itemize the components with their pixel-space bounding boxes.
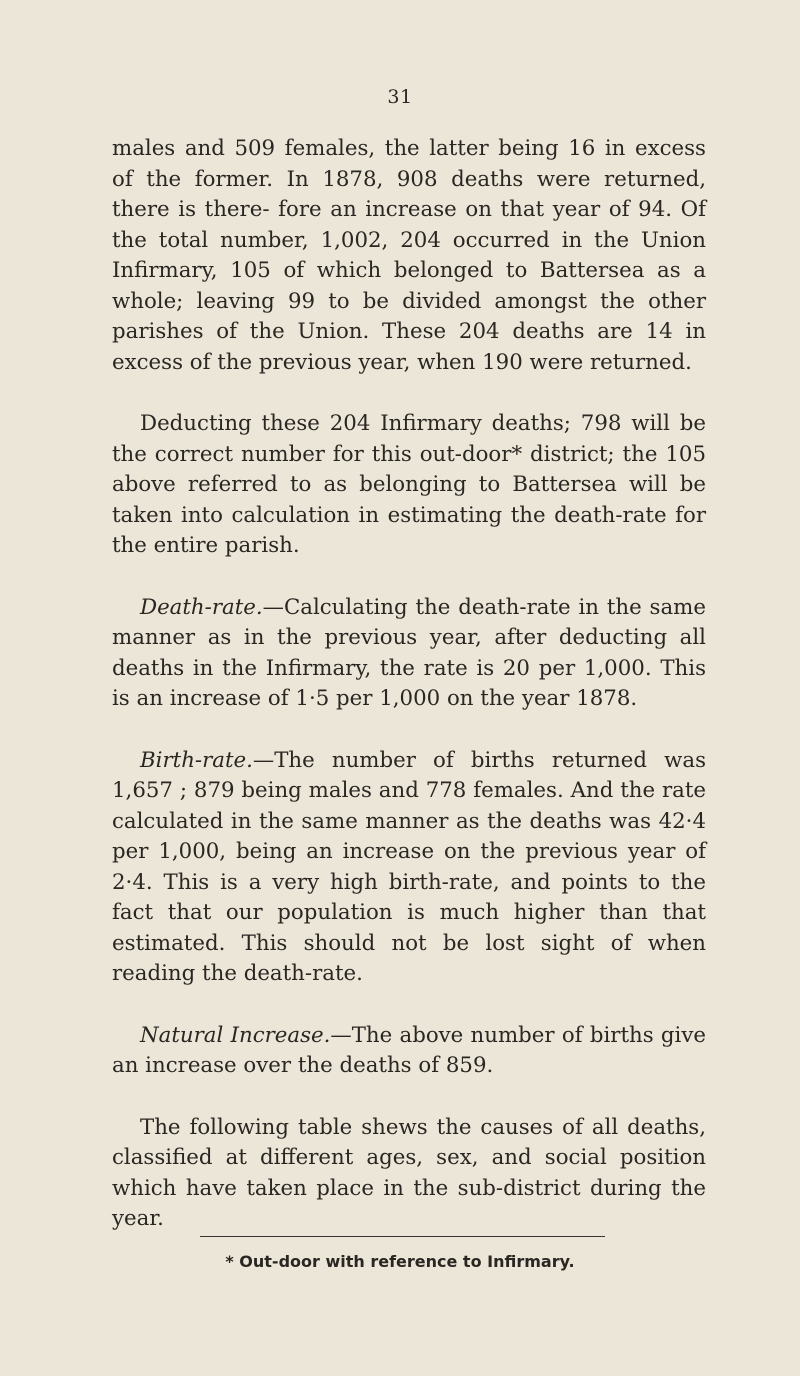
paragraph-deaths-summary: males and 509 females, the latter being 16 in excess of the former. In 1878, 908 deaths were returned, there is there- fore an increase on that year of 94. Of the total number, 1,002, 204 occurred in the Union Infirmary, 105 of which belonged to Battersea as a whole; leaving 99 to be divided amongst the other parishes of the Union. These 204 deaths are 14 in excess of the previous year, when 190 were returned. bbox=[112, 136, 706, 375]
paragraph-death-rate bbox=[112, 593, 706, 715]
birth-rate-heading: Birth-rate. bbox=[140, 747, 253, 773]
natural-increase-heading: Natural Increase. bbox=[140, 1022, 331, 1048]
death-rate-text: —Calculating the death-rate in the same manner as in the previous year, after deducting all deaths in the Infirmary, the rate is 20 per 1,000. This is an increase of 1·5 per 1,000 on the year 1878. bbox=[112, 594, 706, 711]
footnote: * Out-door with reference to Infirmary. bbox=[225, 1252, 575, 1271]
footnote-divider bbox=[200, 1236, 605, 1237]
paragraph-birth-rate bbox=[112, 746, 706, 990]
natural-increase-text: —The above number of births give an increase over the deaths of 859. bbox=[112, 1022, 706, 1078]
paragraph-table-intro: The following table shews the causes of all deaths, classified at different ages, sex, and social position which have taken place in the sub-district during the year. bbox=[112, 1114, 706, 1231]
paragraph-infirmary-deduction: Deducting these 204 Infirmary deaths; 798 will be the correct number for this out-door* district; the 105 above referred to as belonging to Battersea will be taken into calculation in estimating the death-rate for the entire parish. bbox=[112, 411, 706, 558]
page-number: 31 bbox=[387, 86, 413, 108]
birth-rate-text: —The number of births returned was 1,657 ; 879 being males and 778 females. And the rate calculated in the same manner as the deaths was 42·4 per 1,000, being an increase on the previous year of 2·4. This is a very high birth-rate, and points to the fact that our population is much higher than that estimated. This should not be lost sight of when reading the death-rate. bbox=[112, 747, 706, 986]
death-rate-heading: Death-rate. bbox=[140, 594, 263, 620]
paragraph-natural-increase bbox=[112, 1021, 706, 1082]
body-text bbox=[112, 134, 706, 1235]
